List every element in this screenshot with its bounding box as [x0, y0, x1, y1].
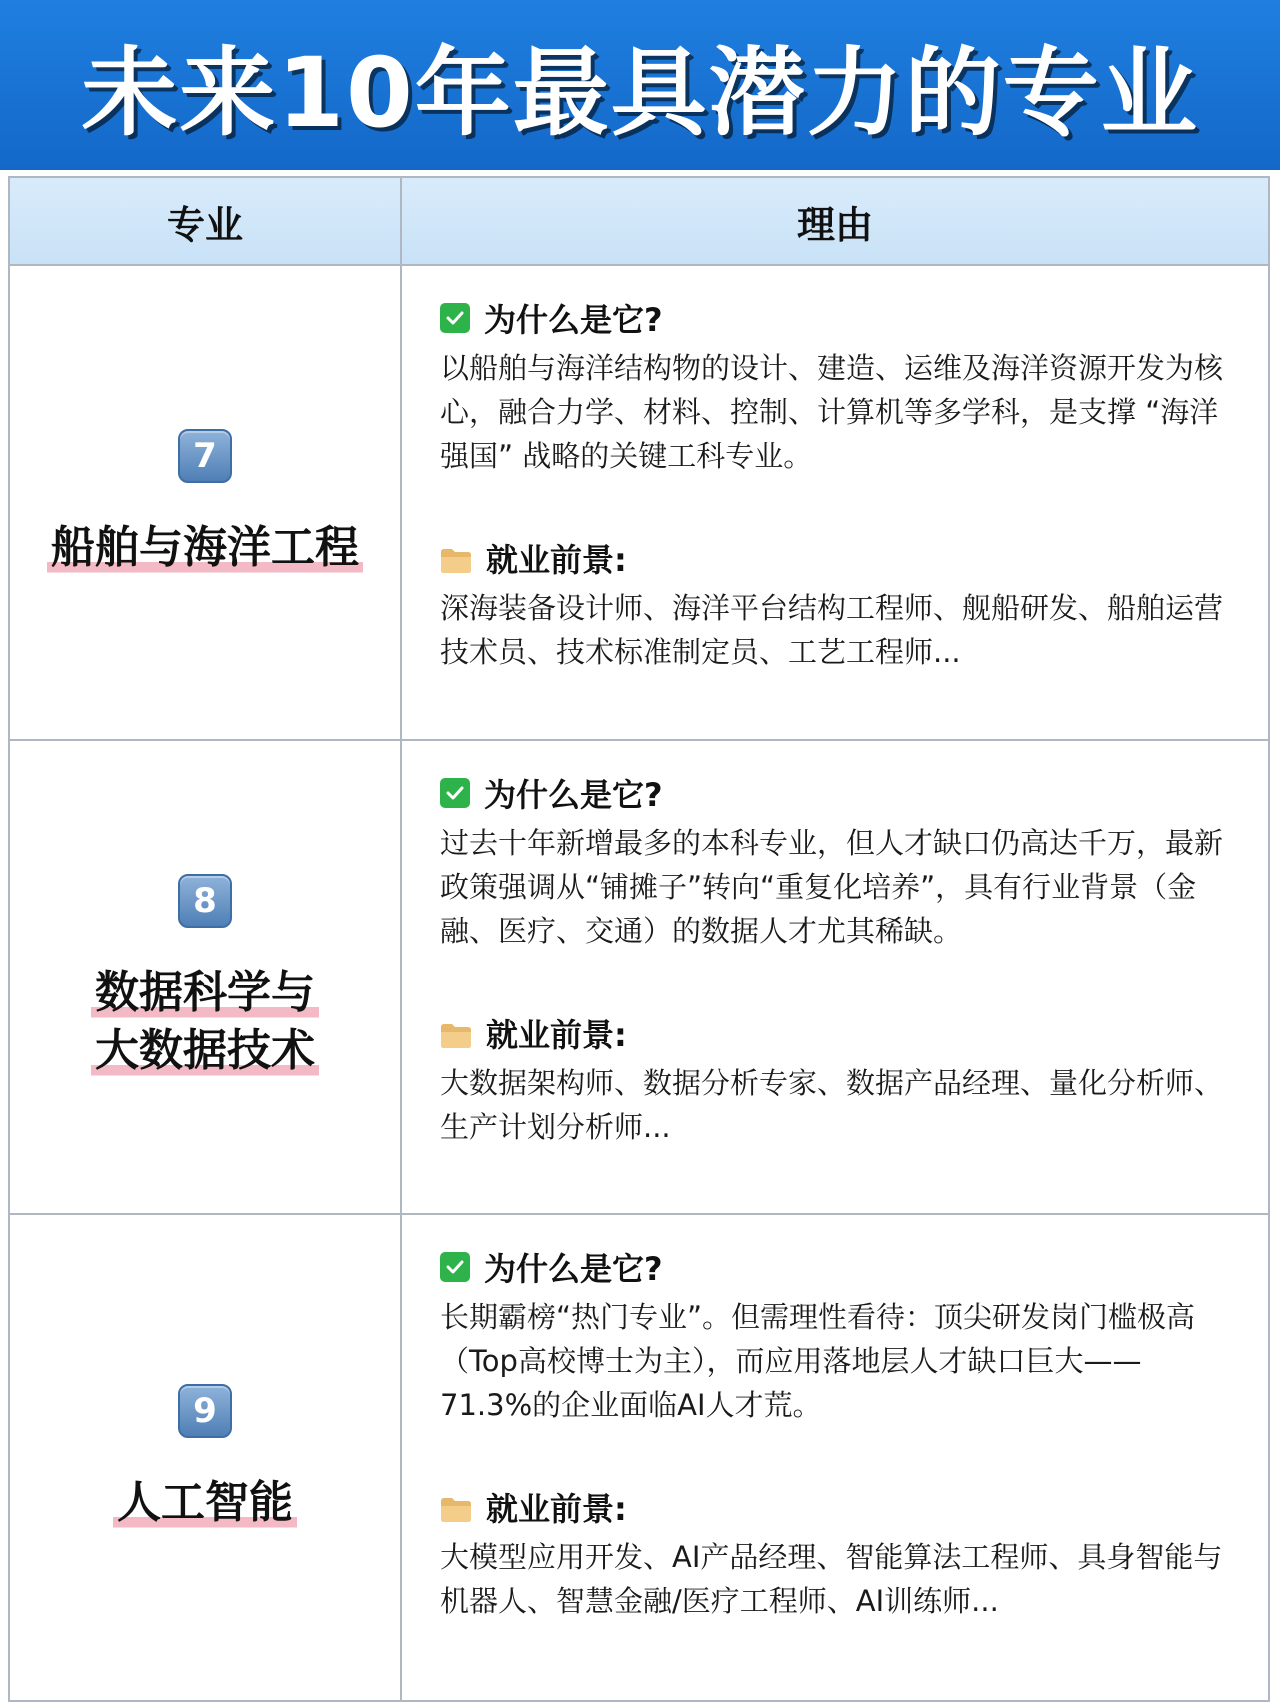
major-cell: [10, 266, 402, 741]
title-banner: [0, 0, 1280, 170]
major-cell: [10, 741, 402, 1215]
why-heading: [440, 1245, 1228, 1289]
major-name: [91, 964, 319, 1080]
why-heading-label: 为什么是它?: [484, 776, 663, 814]
why-text: 以船舶与海洋结构物的设计、建造、运维及海洋资源开发为核心，融合力学、材料、控制、计算机等多学科，是支撑 “海洋强国” 战略的关键工科专业。: [440, 351, 1224, 473]
folder-icon: [440, 1493, 472, 1521]
number-badge: 8: [178, 874, 232, 928]
folder-icon: [440, 544, 472, 572]
page-title: 未来10年最具潜力的专业: [81, 36, 1199, 149]
checkmark-icon: [440, 778, 470, 808]
jobs-text: 大模型应用开发、AI产品经理、智能算法工程师、具身智能与机器人、智慧金融/医疗工程师、AI训练师...: [440, 1540, 1223, 1618]
major-name-line: 数据科学与: [91, 964, 319, 1022]
major-name-line: 船舶与海洋工程: [47, 519, 363, 577]
folder-icon: [440, 1019, 472, 1047]
jobs-heading: [440, 1485, 1228, 1529]
jobs-text: 大数据架构师、数据分析专家、数据产品经理、量化分析师、生产计划分析师...: [440, 1066, 1224, 1144]
jobs-heading-label: 就业前景:: [486, 541, 627, 579]
why-heading-label: 为什么是它?: [484, 301, 663, 339]
why-text: 过去十年新增最多的本科专业，但人才缺口仍高达千万，最新政策强调从“铺摊子”转向“重复化培养”，具有行业背景（金融、医疗、交通）的数据人才尤其稀缺。: [440, 826, 1224, 948]
why-heading: [440, 771, 1228, 815]
header-major: 专业: [10, 178, 402, 266]
checkmark-icon: [440, 303, 470, 333]
major-name-line: 人工智能: [113, 1474, 297, 1532]
why-text: 长期霸榜“热门专业”。但需理性看待：顶尖研发岗门槛极高（Top高校博士为主），而应用落地层人才缺口巨大——71.3%的企业面临AI人才荒。: [440, 1300, 1196, 1422]
header-reason: 理由: [402, 178, 1268, 266]
major-cell: [10, 1215, 402, 1700]
checkmark-icon: [440, 1252, 470, 1282]
number-badge: 9: [178, 1384, 232, 1438]
why-heading: [440, 296, 1228, 340]
majors-table: [8, 176, 1270, 1702]
jobs-heading: [440, 1011, 1228, 1055]
major-name: [47, 519, 363, 577]
major-name: [113, 1474, 297, 1532]
number-badge: 7: [178, 429, 232, 483]
jobs-heading-label: 就业前景:: [486, 1016, 627, 1054]
jobs-text: 深海装备设计师、海洋平台结构工程师、舰船研发、船舶运营技术员、技术标准制定员、工艺工程师...: [440, 591, 1224, 669]
jobs-heading: [440, 536, 1228, 580]
reason-cell: [402, 266, 1268, 741]
major-name-line: 大数据技术: [91, 1022, 319, 1080]
reason-cell: [402, 741, 1268, 1215]
reason-cell: [402, 1215, 1268, 1700]
jobs-heading-label: 就业前景:: [486, 1490, 627, 1528]
why-heading-label: 为什么是它?: [484, 1250, 663, 1288]
